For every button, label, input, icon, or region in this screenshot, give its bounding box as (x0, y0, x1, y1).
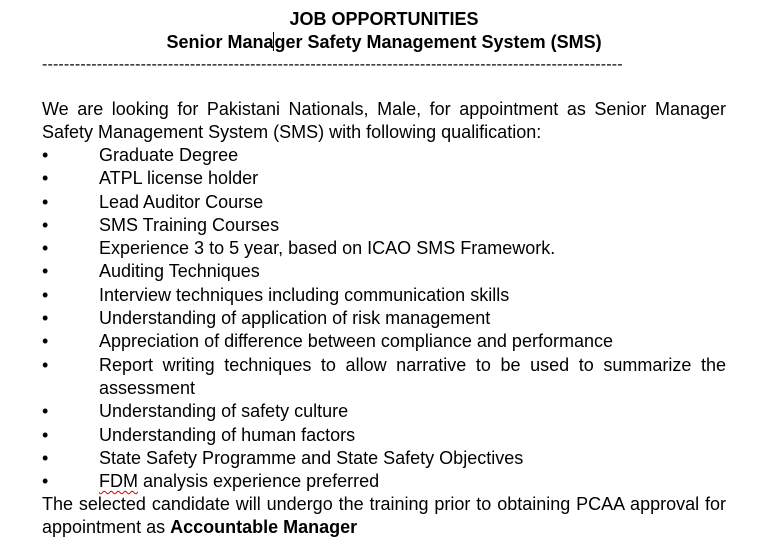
document-page (42, 8, 726, 539)
qualifications-list (42, 144, 726, 470)
list-item (42, 354, 726, 401)
list-item (42, 191, 726, 214)
bullet-icon: • (42, 238, 49, 259)
list-item-text: analysis experience preferred (138, 471, 380, 492)
closing-bold-text: Accountable Manager (170, 517, 358, 538)
bullet-icon: • (42, 354, 49, 375)
subtitle-text-part1: Senior Mana (166, 32, 274, 52)
bullet-icon: • (42, 401, 49, 422)
list-item-text: State Safety Programme and State Safety Objectives (99, 447, 524, 468)
bullet-icon: • (42, 284, 49, 305)
dashed-divider: ---------------------------------------------------------------------------------------------------------- (42, 56, 623, 73)
list-item-text: ATPL license holder (99, 168, 259, 189)
qualifications-list-last (42, 470, 726, 493)
bullet-icon: • (42, 145, 49, 165)
list-item-text: Understanding of application of risk management (99, 308, 491, 329)
list-item (42, 260, 726, 283)
list-item (42, 447, 726, 470)
page-title: JOB OPPORTUNITIES (289, 9, 479, 29)
list-item (42, 144, 726, 167)
bullet-icon: • (42, 168, 49, 189)
list-item (42, 470, 726, 493)
list-item-text: Interview techniques including communication skills (99, 284, 510, 305)
list-item (42, 307, 726, 330)
list-item-text: Understanding of safety culture (99, 401, 349, 422)
bullet-icon: • (42, 191, 49, 212)
closing-text: The selected candidate will undergo the training prior to obtaining PCAA approval for appointment as (42, 494, 726, 538)
bullet-icon: • (42, 214, 49, 235)
list-item-text: Appreciation of difference between compliance and performance (99, 331, 613, 352)
misspelled-word: FDM (99, 471, 138, 492)
list-item-text: Lead Auditor Course (99, 191, 264, 212)
bullet-icon: • (42, 447, 49, 468)
intro-paragraph: We are looking for Pakistani Nationals, Male, for appointment as Senior Manager Safety Management System (SMS) with following qualification: (42, 99, 726, 142)
list-item (42, 237, 726, 260)
list-item (42, 167, 726, 190)
list-item-text: Report writing techniques to allow narrative to be used to summarize the assessment (99, 354, 726, 398)
bullet-icon: • (42, 308, 49, 329)
list-item (42, 214, 726, 237)
list-item-text: Understanding of human factors (99, 424, 356, 445)
bullet-icon: • (42, 331, 49, 352)
list-item-text: Experience 3 to 5 year, based on ICAO SMS Framework. (99, 238, 556, 259)
bullet-icon: • (42, 261, 49, 282)
bullet-icon: • (42, 424, 49, 445)
bullet-icon: • (42, 471, 49, 492)
list-item (42, 400, 726, 423)
list-item (42, 284, 726, 307)
list-item-text: Auditing Techniques (99, 261, 260, 282)
list-item (42, 330, 726, 353)
list-item (42, 424, 726, 447)
subtitle-text-part2: ger Safety Management System (SMS) (274, 32, 602, 52)
list-item-text: Graduate Degree (99, 145, 239, 165)
list-item-text: SMS Training Courses (99, 214, 280, 235)
page-subtitle (42, 31, 726, 54)
closing-paragraph (42, 493, 726, 539)
